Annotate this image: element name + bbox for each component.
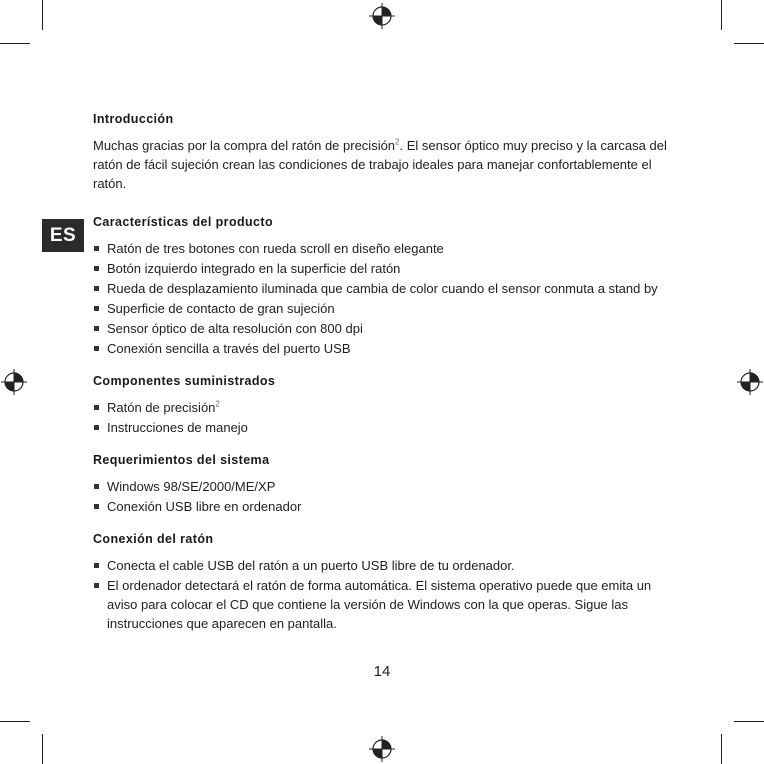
registration-mark-icon (369, 736, 395, 762)
requirements-heading: Requerimientos del sistema (93, 453, 270, 467)
list-item: Windows 98/SE/2000/ME/XP (93, 477, 673, 496)
crop-mark-top-left-h (0, 43, 30, 44)
superscript: 2 (215, 399, 220, 409)
list-item: Ratón de tres botones con rueda scroll en diseño elegante (93, 239, 673, 258)
crop-mark-bottom-left-h (0, 721, 30, 722)
list-item: Ratón de precisión$^2$ (93, 398, 673, 417)
crop-mark-bottom-right-v (721, 734, 722, 764)
language-tab: ES (42, 219, 84, 252)
list-item: Rueda de desplazamiento iluminada que cambia de color cuando el sensor conmuta a stand by (93, 279, 673, 298)
crop-mark-bottom-right-h (734, 721, 764, 722)
components-heading: Componentes suministrados (93, 374, 276, 388)
list-item: Conexión USB libre en ordenador (93, 497, 673, 516)
intro-paragraph: Muchas gracias por la compra del ratón de precisión$^2$. El sensor óptico muy preciso y la carcasa del ratón de fácil sujeción crean las condiciones de trabajo ideales para manejar confortablemente el ratón. (93, 137, 667, 191)
crop-mark-top-left-v (42, 0, 43, 30)
list-item: Sensor óptico de alta resolución con 800 dpi (93, 319, 673, 338)
crop-mark-top-right-h (734, 43, 764, 44)
page-number: 14 (373, 663, 391, 680)
superscript: 2 (395, 137, 400, 147)
list-item: Conexión sencilla a través del puerto USB (93, 339, 673, 358)
registration-mark-icon (1, 369, 27, 395)
list-item: Superficie de contacto de gran sujeción (93, 299, 673, 318)
intro-heading: Introducción (93, 112, 174, 126)
crop-mark-bottom-left-v (42, 734, 43, 764)
features-heading: Características del producto (93, 215, 274, 229)
features-list (93, 239, 673, 358)
registration-mark-icon (369, 3, 395, 29)
list-item: Botón izquierdo integrado en la superficie del ratón (93, 259, 673, 278)
connection-list (93, 556, 673, 633)
list-item: El ordenador detectará el ratón de forma automática. El sistema operativo puede que emita un aviso para colocar el CD que contiene la versión de Windows con la que operas. Sigue las instrucciones que aparecen en pantalla. (93, 576, 673, 633)
connection-heading: Conexión del ratón (93, 532, 214, 546)
registration-mark-icon (737, 369, 763, 395)
components-list (93, 398, 673, 437)
crop-mark-top-right-v (721, 0, 722, 30)
requirements-list (93, 477, 673, 516)
list-item: Conecta el cable USB del ratón a un puerto USB libre de tu ordenador. (93, 556, 673, 575)
list-item: Instrucciones de manejo (93, 418, 673, 437)
page-content (93, 112, 673, 649)
